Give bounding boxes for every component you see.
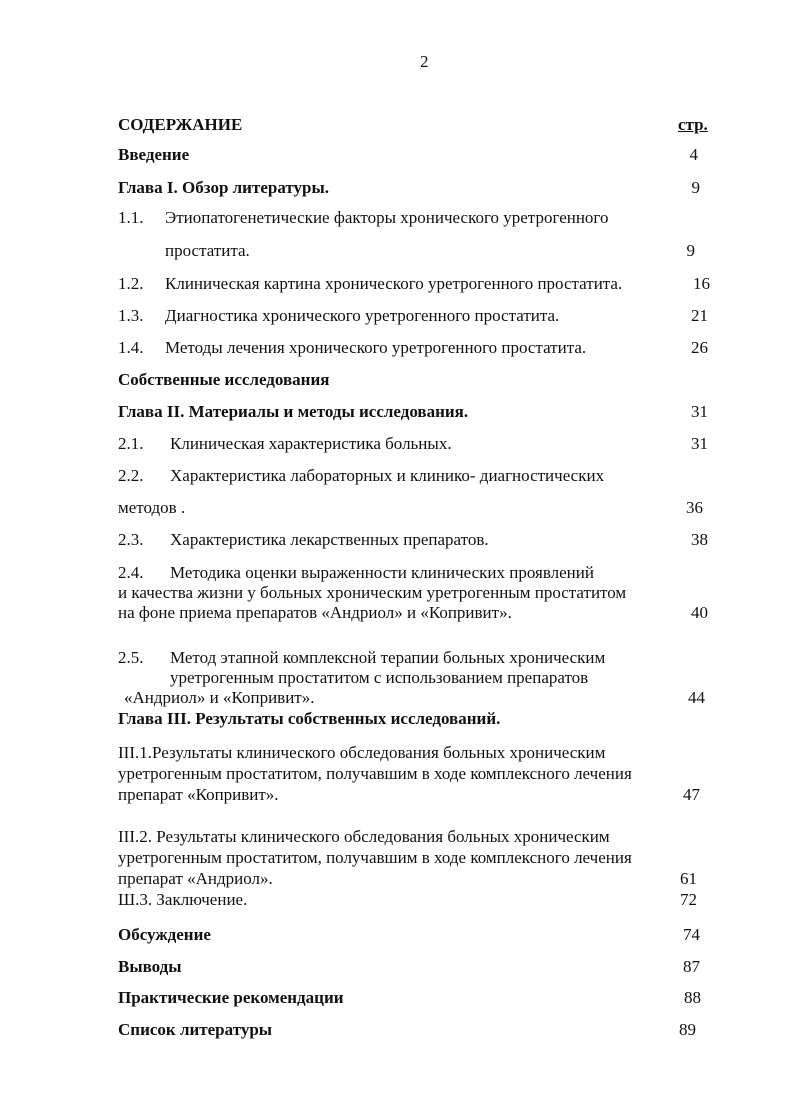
page-number: 2: [420, 52, 429, 71]
toc-entry-page: 72: [680, 890, 697, 909]
toc-entry-label: Методы лечения хронического уретрогенного простатита.: [165, 338, 587, 357]
toc-entry-label-continued: на фоне приема препаратов «Андриол» и «Копривит».: [118, 603, 512, 622]
toc-entry-label-continued: «Андриол» и «Копривит».: [124, 688, 315, 707]
toc-entry-label-continued: препарат «Копривит».: [118, 785, 279, 804]
toc-entry-label: Список литературы: [118, 1020, 273, 1039]
page-column-label: стр.: [678, 115, 708, 134]
toc-entry-label: Клиническая характеристика больных.: [170, 434, 452, 453]
toc-entry-page: 47: [683, 785, 700, 804]
toc-entry-page: 9: [691, 178, 700, 197]
toc-entry-label: Выводы: [118, 957, 182, 976]
toc-entry-page: 31: [691, 402, 708, 421]
toc-entry-number: 2.1.: [118, 434, 144, 453]
toc-entry-number: 2.4.: [118, 563, 144, 582]
toc-entry-label: Характеристика лабораторных и клинико- диагностических: [170, 466, 605, 485]
toc-entry-label-continued: уретрогенным простатитом, получавшим в ходе комплексного лечения: [118, 848, 632, 867]
toc-entry-label: Обсуждение: [118, 925, 211, 944]
toc-entry-label-continued: уретрогенным простатитом с использованием препаратов: [170, 668, 589, 687]
toc-entry-label-continued: уретрогенным простатитом, получавшим в ходе комплексного лечения: [118, 764, 632, 783]
toc-entry-page: 31: [691, 434, 708, 453]
toc-entry-label-continued: препарат «Андриол».: [118, 869, 273, 888]
toc-entry-label: Характеристика лекарственных препаратов.: [170, 530, 489, 549]
toc-entry-page: 74: [683, 925, 700, 944]
toc-entry-page: 16: [693, 274, 710, 293]
toc-entry-label: Клиническая картина хронического уретрогенного простатита.: [165, 274, 623, 293]
toc-entry-label-continued: и качества жизни у больных хроническим уретрогенным простатитом: [118, 583, 627, 602]
toc-entry-label-continued: методов .: [118, 498, 186, 517]
toc-entry-page: 89: [679, 1020, 696, 1039]
toc-entry-number: 1.1.: [118, 208, 144, 227]
toc-section-label: Собственные исследования: [118, 370, 330, 389]
toc-entry-page: 44: [688, 688, 705, 707]
toc-entry-label: Глава III. Результаты собственных исследований.: [118, 709, 501, 728]
toc-entry-page: 36: [686, 498, 703, 517]
toc-entry-label: III.2. Результаты клинического обследования больных хроническим: [118, 827, 610, 846]
toc-entry-label: Диагностика хронического уретрогенного простатита.: [165, 306, 560, 325]
toc-entry-label: Глава I. Обзор литературы.: [118, 178, 329, 197]
toc-entry-page: 40: [691, 603, 708, 622]
toc-entry-page: 61: [680, 869, 697, 888]
toc-entry-number: 2.5.: [118, 648, 144, 667]
toc-entry-page: 26: [691, 338, 708, 357]
toc-entry-number: 1.3.: [118, 306, 144, 325]
toc-entry-label-continued: простатита.: [165, 241, 250, 260]
toc-entry-label: III.1.Результаты клинического обследования больных хроническим: [118, 743, 606, 762]
toc-entry-number: 2.3.: [118, 530, 144, 549]
toc-entry-label: Метод этапной комплексной терапии больных хроническим: [170, 648, 606, 667]
toc-entry-page: 88: [684, 988, 701, 1007]
toc-heading: СОДЕРЖАНИЕ: [118, 115, 243, 134]
toc-entry-page: 4: [689, 145, 698, 164]
toc-entry-number: 1.2.: [118, 274, 144, 293]
toc-entry-label: Глава II. Материалы и методы исследования.: [118, 402, 469, 421]
toc-entry-label: Ш.3. Заключение.: [118, 890, 248, 909]
toc-entry-page: 9: [686, 241, 695, 260]
toc-entry-label: Методика оценки выраженности клинических проявлений: [170, 563, 594, 582]
toc-entry-label: Практические рекомендации: [118, 988, 344, 1007]
toc-entry-label: Этиопатогенетические факторы хронического уретрогенного: [165, 208, 609, 227]
toc-entry-page: 87: [683, 957, 700, 976]
toc-entry-page: 38: [691, 530, 708, 549]
toc-entry-number: 1.4.: [118, 338, 144, 357]
toc-entry-page: 21: [691, 306, 708, 325]
toc-entry-label: Введение: [118, 145, 190, 164]
toc-entry-number: 2.2.: [118, 466, 144, 485]
